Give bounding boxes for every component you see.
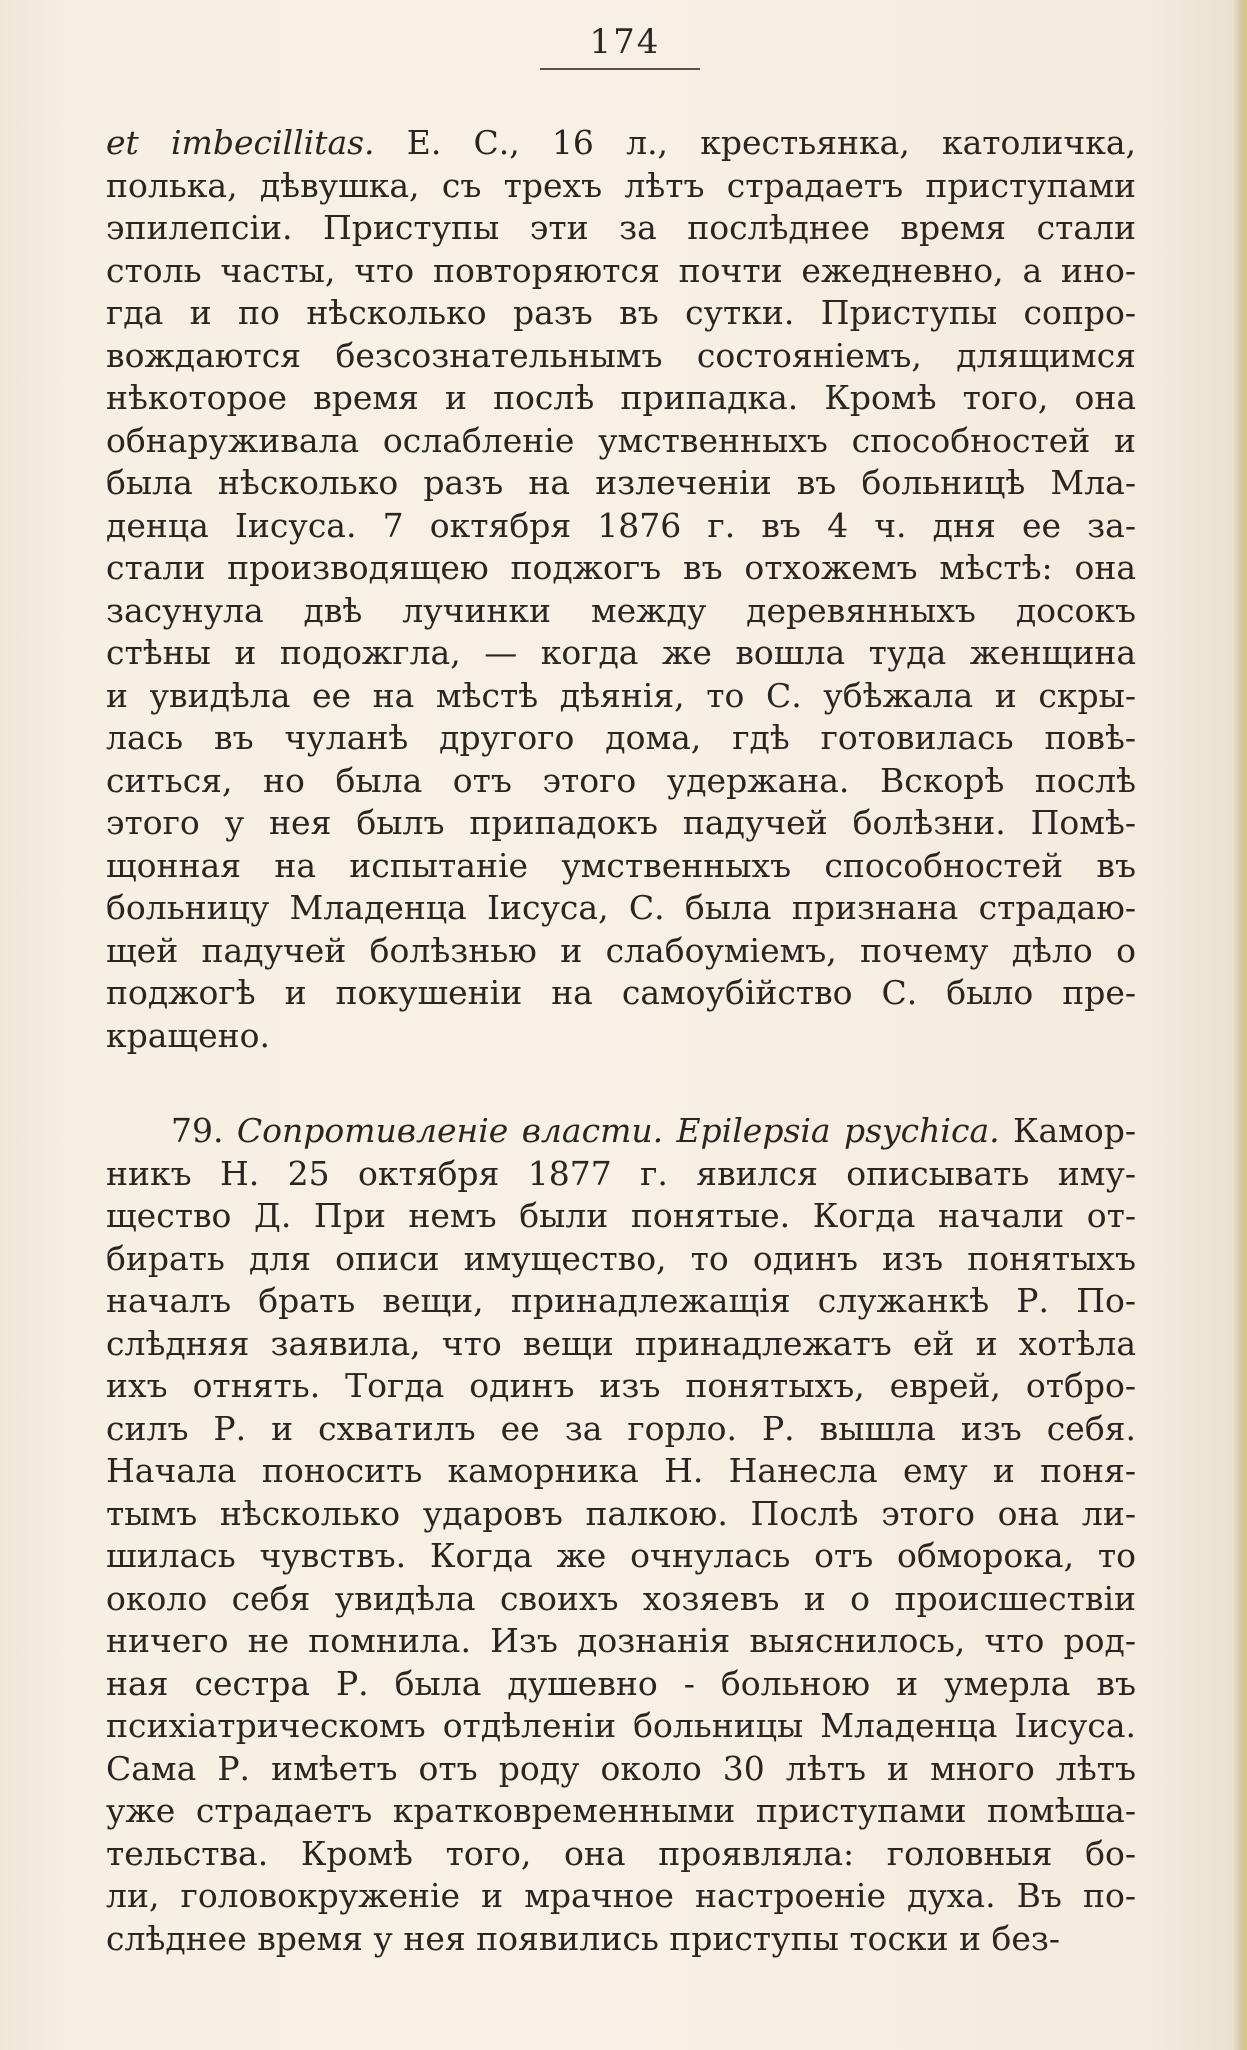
text-line: бирать для описи имущество, то одинъ изъ понятыхъ <box>106 1238 1136 1278</box>
text-line: шилась чувствъ. Когда же очнулась отъ обморока, то <box>106 1536 1136 1575</box>
text-line: уже страдаетъ кратковременными приступами помѣша- <box>106 1791 1136 1830</box>
text-line: эпилепсіи. Приступы эти за послѣднее время стали <box>106 208 1136 247</box>
text-line: была нѣсколько разъ на излеченіи въ больницѣ Мла- <box>106 463 1136 502</box>
paragraph-case-78 <box>106 122 1136 1057</box>
text-line: началъ брать вещи, принадлежащія служанкѣ Р. По- <box>106 1281 1136 1320</box>
text-line: поджогѣ и покушеніи на самоубійство С. было пре- <box>106 973 1136 1012</box>
text-line <box>106 122 1136 165</box>
text-line: вождаются безсознательнымъ состояніемъ, длящимся <box>106 335 1136 375</box>
text-line: щонная на испытаніе умственныхъ способностей въ <box>106 845 1136 885</box>
text-line: нѣкоторое время и послѣ припадка. Кромѣ того, она <box>106 378 1136 417</box>
text-line: лась въ чуланѣ другого дома, гдѣ готовилась повѣ- <box>106 718 1136 757</box>
text-line: больницу Младенца Іисуса, С. была признана страдаю- <box>106 888 1136 927</box>
paragraph-case-79 <box>106 1110 1136 1960</box>
page-number-rule <box>540 68 700 70</box>
text-line: и увидѣла ее на мѣстѣ дѣянія, то С. убѣжала и скры- <box>106 675 1136 715</box>
text-line: денца Іисуса. 7 октября 1876 г. въ 4 ч. дня ее за- <box>106 505 1136 545</box>
line-text: Е. С., 16 л., крестьянка, католичка, <box>374 123 1136 162</box>
text-line: ихъ отнять. Тогда одинъ изъ понятыхъ, еврей, отбро- <box>106 1366 1136 1405</box>
text-line: обнаруживала ослабленіе умственныхъ способностей и <box>106 420 1136 460</box>
text-line: тельства. Кромѣ того, она проявляла: головныя бо- <box>106 1833 1136 1873</box>
text-line: столь часты, что повторяются почти ежедневно, а ино- <box>106 250 1136 290</box>
text-line: психіатрическомъ отдѣленіи больницы Младенца Іисуса. <box>106 1706 1136 1745</box>
text-line: полька, дѣвушка, съ трехъ лѣтъ страдаетъ приступами <box>106 165 1136 205</box>
text-line: гда и по нѣсколько разъ въ сутки. Приступы сопро- <box>106 293 1136 332</box>
text-line: щество Д. При немъ были понятые. Когда начали от- <box>106 1196 1136 1235</box>
text-line: около себя увидѣла своихъ хозяевъ и о происшествіи <box>106 1578 1136 1618</box>
text-line: ситься, но была отъ этого удержана. Вскорѣ послѣ <box>106 760 1136 800</box>
text-line: ли, головокруженіе и мрачное настроеніе духа. Въ по- <box>106 1876 1136 1915</box>
text-line: Сама Р. имѣетъ отъ роду около 30 лѣтъ и много лѣтъ <box>106 1748 1136 1788</box>
text-line: слѣднее время у нея появились приступы тоски и без- <box>106 1918 1061 1958</box>
line-text: Камор- <box>999 1111 1136 1150</box>
text-line: тымъ нѣсколько ударовъ палкою. Послѣ этого она ли- <box>106 1493 1136 1533</box>
text-line: этого у нея былъ припадокъ падучей болѣзни. Помѣ- <box>106 803 1136 842</box>
text-line: никъ Н. 25 октября 1877 г. явился описывать иму- <box>106 1153 1136 1193</box>
text-line: засунула двѣ лучинки между деревянныхъ досокъ <box>106 590 1136 630</box>
page-edge <box>1233 0 1247 2050</box>
text-line: Начала поносить каморника Н. Нанесла ему и поня- <box>106 1451 1136 1490</box>
text-line: ная сестра Р. была душевно - больною и умерла въ <box>106 1663 1136 1703</box>
text-line: кращено. <box>106 1015 270 1055</box>
text-line: ничего не помнила. Изъ дознанія выяснилось, что род- <box>106 1621 1136 1660</box>
text-line <box>106 1110 1136 1153</box>
page-number: 174 <box>589 22 661 62</box>
text-line: стали производящею поджогъ въ отхожемъ мѣстѣ: она <box>106 548 1136 587</box>
italic-diagnosis: et imbecillitas. <box>106 123 375 162</box>
text-line: силъ Р. и схватилъ ее за горло. Р. вышла изъ себя. <box>106 1408 1136 1448</box>
text-line: стѣны и подожгла, — когда же вошла туда женщина <box>106 633 1136 672</box>
text-line: слѣдняя заявила, что вещи принадлежатъ ей и хотѣла <box>106 1323 1136 1363</box>
text-line: щей падучей болѣзнью и слабоуміемъ, почему дѣло о <box>106 930 1136 970</box>
italic-case-title: Сопротивленіе власти. Epilepsia psychica. <box>236 1111 1000 1150</box>
case-number: 79. <box>171 1111 224 1150</box>
